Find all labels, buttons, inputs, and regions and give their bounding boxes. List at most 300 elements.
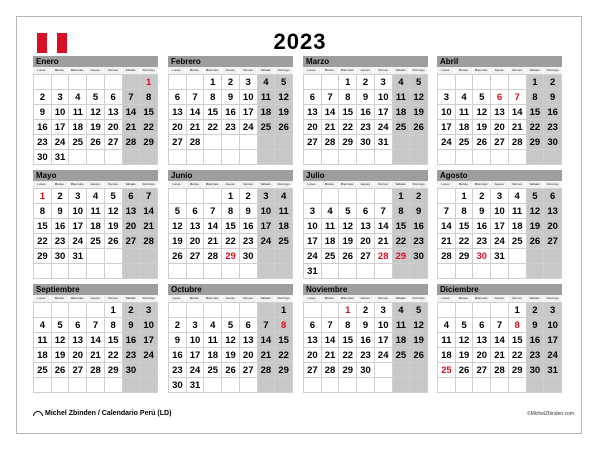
day-cell: 6 [473,318,491,333]
day-cell: 17 [491,219,509,234]
day-cell: 22 [222,234,240,249]
day-cell: 25 [393,120,411,135]
empty-cell [240,378,258,393]
empty-cell [357,189,375,204]
day-cell: 29 [140,135,158,150]
empty-cell [105,264,123,279]
day-cell: 3 [258,189,276,204]
empty-cell [357,150,375,165]
weekday-label: Martes [186,295,204,302]
weekday-label: Martes [321,295,339,302]
day-cell: 24 [140,348,158,363]
day-cell: 6 [357,204,375,219]
day-cell: 10 [52,105,70,120]
day-cell: 13 [105,105,123,120]
day-cell: 1 [34,189,52,204]
empty-cell [275,150,293,165]
day-cell: 8 [456,204,474,219]
weekday-label: Martes [455,67,473,74]
empty-cell [438,303,456,318]
weekday-label: Lunes [168,67,186,74]
empty-cell [87,75,105,90]
empty-cell [357,264,375,279]
day-cell: 5 [275,75,293,90]
day-cell: 20 [357,234,375,249]
day-cell: 16 [240,219,258,234]
weekday-label: Viernes [104,67,122,74]
empty-cell [509,378,527,393]
empty-cell [222,264,240,279]
day-cell: 27 [187,249,205,264]
day-grid [168,74,293,165]
weekday-label: Lunes [437,181,455,188]
day-cell: 25 [438,363,456,378]
day-cell: 29 [275,363,293,378]
day-cell: 2 [34,90,52,105]
day-cell: 22 [204,120,222,135]
day-cell: 27 [491,135,509,150]
day-cell: 30 [544,135,562,150]
day-cell: 30 [527,363,545,378]
day-cell: 1 [393,189,411,204]
empty-cell [509,249,527,264]
day-cell: 6 [240,318,258,333]
empty-cell [456,264,474,279]
empty-cell [187,75,205,90]
day-cell: 4 [393,75,411,90]
day-cell: 28 [322,363,340,378]
day-cell: 24 [258,234,276,249]
empty-cell [240,135,258,150]
day-cell: 18 [456,120,474,135]
day-cell: 16 [123,333,141,348]
empty-cell [69,378,87,393]
day-cell: 21 [187,120,205,135]
day-cell: 9 [240,204,258,219]
day-cell: 12 [410,90,428,105]
empty-cell [275,249,293,264]
weekday-label: Martes [51,67,69,74]
empty-cell [375,150,393,165]
day-cell: 7 [87,318,105,333]
day-cell: 1 [204,75,222,90]
day-cell: 22 [509,348,527,363]
day-cell: 18 [322,234,340,249]
day-cell: 3 [375,303,393,318]
day-cell: 6 [491,90,509,105]
month-name: Agosto [437,170,562,181]
empty-cell [438,378,456,393]
empty-cell [140,378,158,393]
day-cell: 1 [140,75,158,90]
weekday-label: Domingo [410,295,428,302]
day-cell: 11 [69,105,87,120]
empty-cell [339,150,357,165]
day-cell: 4 [258,75,276,90]
empty-cell [339,189,357,204]
day-cell: 2 [410,189,428,204]
day-cell: 14 [375,219,393,234]
day-cell: 27 [544,234,562,249]
day-cell: 14 [87,333,105,348]
day-cell: 7 [140,189,158,204]
weekday-label: Lunes [33,181,51,188]
day-cell: 22 [275,348,293,363]
day-cell: 3 [491,189,509,204]
day-cell: 6 [123,189,141,204]
day-grid [437,74,562,165]
weekday-label: Lunes [303,181,321,188]
day-cell: 10 [69,204,87,219]
empty-cell [69,264,87,279]
day-cell: 25 [393,348,411,363]
day-cell: 30 [357,135,375,150]
day-cell: 28 [187,135,205,150]
day-cell: 5 [456,318,474,333]
empty-cell [393,363,411,378]
empty-cell [222,378,240,393]
empty-cell [240,264,258,279]
month-name: Marzo [303,56,428,67]
day-cell: 13 [304,105,322,120]
day-cell: 11 [438,333,456,348]
day-cell: 15 [222,219,240,234]
day-cell: 28 [204,249,222,264]
empty-cell [438,75,456,90]
month-diciembre [437,284,562,393]
day-cell: 29 [456,249,474,264]
day-cell: 18 [275,219,293,234]
day-cell: 17 [240,105,258,120]
empty-cell [258,303,276,318]
day-cell: 4 [87,189,105,204]
empty-cell [52,303,70,318]
day-cell: 4 [204,318,222,333]
day-cell: 22 [140,120,158,135]
weekday-label: Lunes [437,67,455,74]
day-cell: 29 [105,363,123,378]
day-cell: 26 [275,120,293,135]
empty-cell [544,150,562,165]
day-cell: 12 [105,204,123,219]
day-cell: 25 [69,135,87,150]
day-cell: 13 [123,204,141,219]
weekday-label: Miércoles [339,181,357,188]
weekday-label: Sábado [392,295,410,302]
day-cell: 12 [169,219,187,234]
empty-cell [375,378,393,393]
month-name: Febrero [168,56,293,67]
empty-cell [258,135,276,150]
day-cell: 16 [52,219,70,234]
day-cell: 8 [105,318,123,333]
empty-cell [473,264,491,279]
empty-cell [509,75,527,90]
weekday-label: Domingo [140,67,158,74]
day-cell: 17 [69,219,87,234]
weekday-label: Viernes [374,295,392,302]
empty-cell [544,264,562,279]
weekday-label: Jueves [222,67,240,74]
weekday-header [303,67,428,74]
day-cell: 6 [69,318,87,333]
day-cell: 9 [123,318,141,333]
day-cell: 7 [322,90,340,105]
day-cell: 2 [357,75,375,90]
day-cell: 18 [87,219,105,234]
weekday-label: Domingo [544,295,562,302]
empty-cell [304,189,322,204]
day-cell: 4 [34,318,52,333]
empty-cell [204,264,222,279]
month-junio [168,170,293,279]
day-cell: 10 [491,204,509,219]
day-cell: 10 [140,318,158,333]
weekday-label: Domingo [544,181,562,188]
day-cell: 17 [258,219,276,234]
weekday-label: Sábado [526,181,544,188]
day-cell: 29 [339,363,357,378]
empty-cell [438,150,456,165]
day-cell: 31 [491,249,509,264]
day-cell: 14 [322,105,340,120]
empty-cell [69,75,87,90]
day-cell: 18 [393,333,411,348]
day-cell: 14 [140,204,158,219]
day-cell: 26 [410,120,428,135]
day-cell: 26 [169,249,187,264]
empty-cell [222,150,240,165]
weekday-label: Sábado [122,295,140,302]
weekday-label: Jueves [491,295,509,302]
weekday-label: Domingo [275,67,293,74]
weekday-label: Miércoles [69,181,87,188]
empty-cell [357,378,375,393]
day-cell: 23 [222,120,240,135]
day-cell: 7 [258,318,276,333]
day-cell: 9 [169,333,187,348]
empty-cell [222,135,240,150]
day-cell: 5 [52,318,70,333]
empty-cell [140,363,158,378]
month-marzo [303,56,428,165]
day-cell: 7 [438,204,456,219]
weekday-label: Domingo [275,181,293,188]
empty-cell [87,264,105,279]
empty-cell [304,303,322,318]
weekday-label: Miércoles [339,67,357,74]
day-grid [303,188,428,279]
month-septiembre [33,284,158,393]
weekday-label: Viernes [508,295,526,302]
day-cell: 27 [169,135,187,150]
day-cell: 27 [357,249,375,264]
empty-cell [87,249,105,264]
day-cell: 7 [123,90,141,105]
day-cell: 5 [87,90,105,105]
day-cell: 23 [357,120,375,135]
empty-cell [105,378,123,393]
day-cell: 6 [304,90,322,105]
day-cell: 11 [456,105,474,120]
empty-cell [456,150,474,165]
day-cell: 5 [410,75,428,90]
empty-cell [123,150,141,165]
empty-cell [491,75,509,90]
day-cell: 21 [204,234,222,249]
day-cell: 26 [410,348,428,363]
day-cell: 20 [304,348,322,363]
day-cell: 3 [240,75,258,90]
day-cell: 22 [527,120,545,135]
empty-cell [187,150,205,165]
empty-cell [34,303,52,318]
day-cell: 25 [275,234,293,249]
day-cell: 11 [204,333,222,348]
day-cell: 1 [456,189,474,204]
day-grid [168,302,293,393]
day-cell: 22 [393,234,411,249]
day-cell: 31 [69,249,87,264]
day-cell: 15 [275,333,293,348]
day-cell: 25 [456,135,474,150]
empty-cell [204,150,222,165]
day-cell: 29 [509,363,527,378]
weekday-label: Jueves [357,67,375,74]
day-cell: 19 [275,105,293,120]
day-cell: 19 [222,348,240,363]
day-cell: 19 [410,333,428,348]
day-cell: 13 [357,219,375,234]
day-cell: 3 [52,90,70,105]
day-cell: 1 [339,303,357,318]
empty-cell [105,249,123,264]
day-cell: 25 [509,234,527,249]
weekday-label: Martes [186,181,204,188]
weekday-label: Sábado [392,181,410,188]
day-cell: 15 [140,105,158,120]
day-cell: 20 [187,234,205,249]
weekday-label: Domingo [410,181,428,188]
day-cell: 14 [509,105,527,120]
day-cell: 27 [123,234,141,249]
day-cell: 23 [123,348,141,363]
day-cell: 26 [339,249,357,264]
day-cell: 29 [527,135,545,150]
weekday-label: Lunes [437,295,455,302]
empty-cell [456,303,474,318]
empty-cell [410,378,428,393]
day-cell: 12 [527,204,545,219]
weekday-header [168,181,293,188]
day-cell: 27 [240,363,258,378]
day-cell: 9 [357,90,375,105]
day-cell: 15 [204,105,222,120]
empty-cell [187,189,205,204]
weekday-label: Domingo [544,67,562,74]
weekday-header [168,67,293,74]
empty-cell [240,150,258,165]
day-cell: 27 [105,135,123,150]
day-cell: 25 [34,363,52,378]
day-cell: 8 [393,204,411,219]
day-cell: 6 [105,90,123,105]
day-cell: 28 [258,363,276,378]
day-cell: 20 [240,348,258,363]
empty-cell [322,303,340,318]
day-cell: 14 [123,105,141,120]
day-cell: 23 [52,234,70,249]
empty-cell [410,264,428,279]
day-cell: 3 [140,303,158,318]
empty-cell [393,150,411,165]
weekday-label: Domingo [140,181,158,188]
day-cell: 23 [527,348,545,363]
year-title: 2023 [273,29,327,54]
empty-cell [169,150,187,165]
day-cell: 2 [222,75,240,90]
day-cell: 13 [169,105,187,120]
month-mayo [33,170,158,279]
empty-cell [34,378,52,393]
day-cell: 11 [322,219,340,234]
weekday-label: Miércoles [339,295,357,302]
day-cell: 1 [105,303,123,318]
empty-cell [322,189,340,204]
empty-cell [258,249,276,264]
weekday-label: Sábado [257,181,275,188]
empty-cell [275,135,293,150]
day-cell: 16 [544,105,562,120]
day-cell: 17 [140,333,158,348]
empty-cell [240,303,258,318]
day-cell: 21 [438,234,456,249]
weekday-label: Miércoles [69,295,87,302]
day-cell: 12 [275,90,293,105]
weekday-label: Lunes [303,295,321,302]
weekday-label: Lunes [168,295,186,302]
month-name: Abril [437,56,562,67]
day-cell: 27 [69,363,87,378]
empty-cell [393,264,411,279]
day-cell: 25 [87,234,105,249]
empty-cell [491,264,509,279]
empty-cell [105,150,123,165]
empty-cell [322,75,340,90]
day-cell: 24 [187,363,205,378]
day-cell: 20 [69,348,87,363]
day-cell: 11 [393,90,411,105]
day-cell: 28 [123,135,141,150]
day-cell: 4 [393,303,411,318]
day-cell: 10 [544,318,562,333]
month-name: Mayo [33,170,158,181]
day-cell: 13 [304,333,322,348]
day-cell: 13 [544,204,562,219]
empty-cell [544,378,562,393]
day-cell: 17 [187,348,205,363]
day-cell: 2 [544,75,562,90]
day-cell: 22 [105,348,123,363]
day-cell: 20 [304,120,322,135]
day-cell: 21 [140,219,158,234]
day-cell: 30 [357,363,375,378]
empty-cell [87,150,105,165]
weekday-label: Lunes [168,181,186,188]
weekday-label: Sábado [526,295,544,302]
weekday-label: Sábado [526,67,544,74]
day-cell: 16 [222,105,240,120]
